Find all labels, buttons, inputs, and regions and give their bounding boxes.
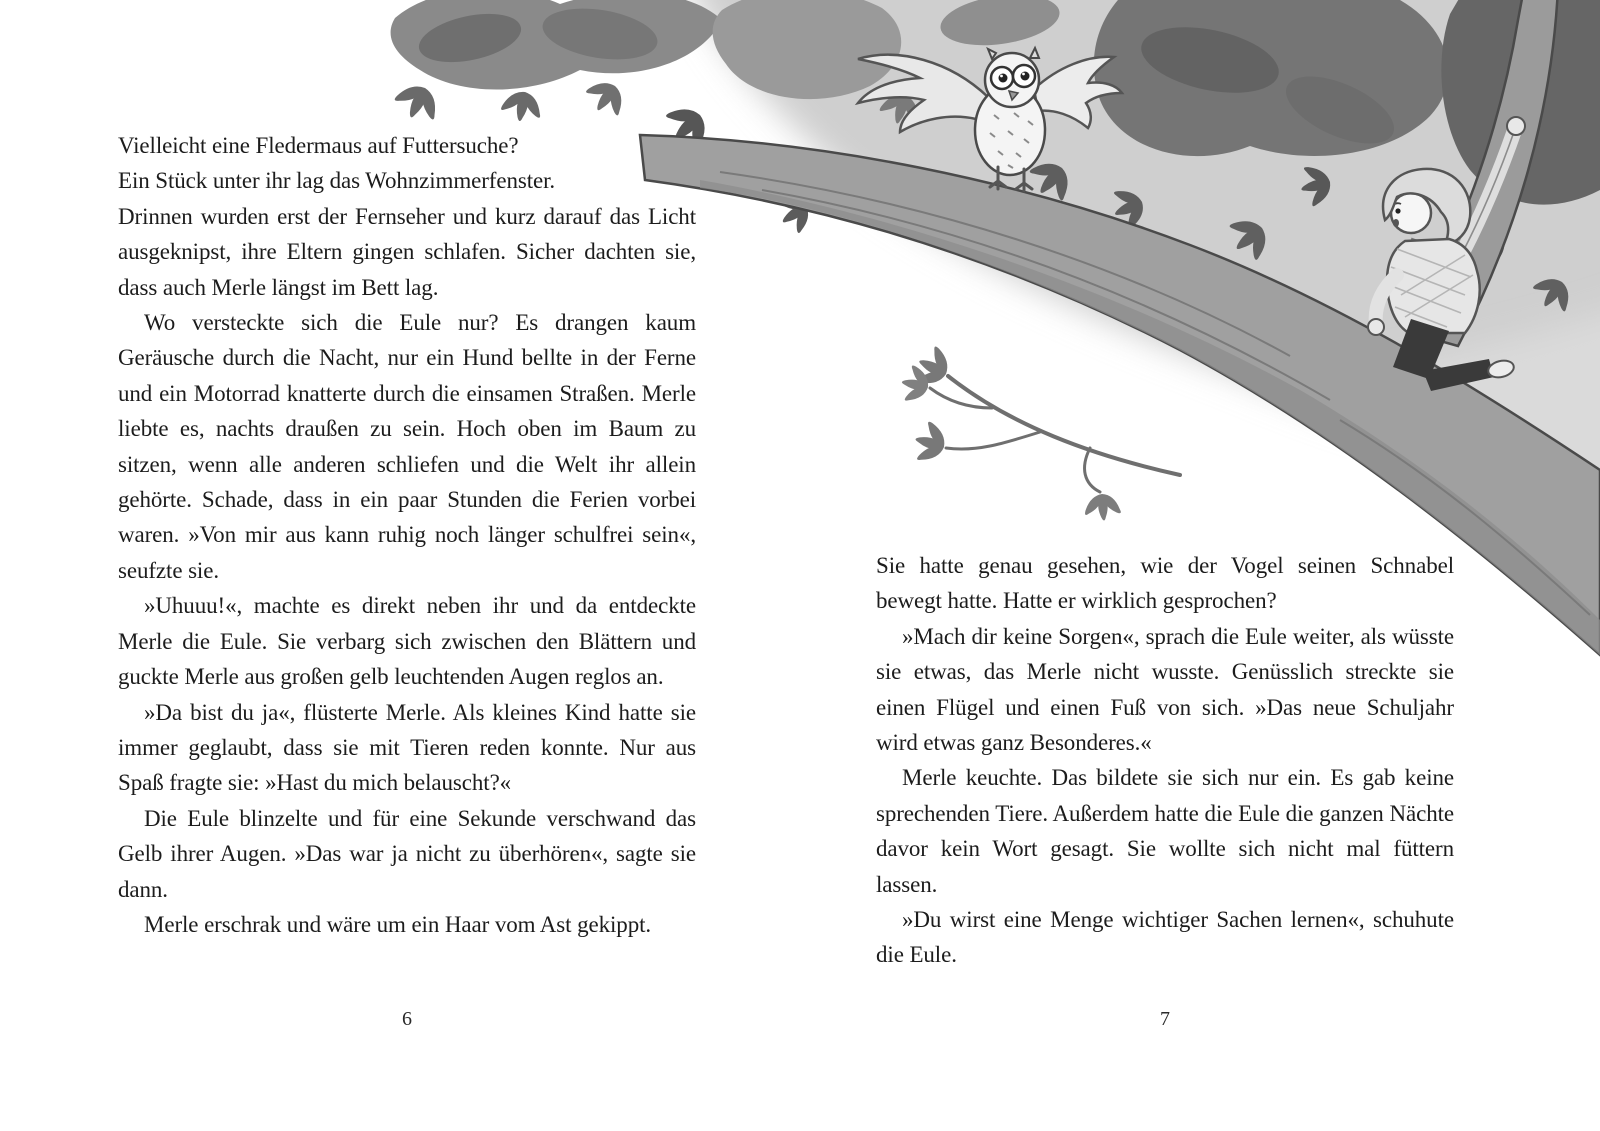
girl-mouth (1393, 219, 1399, 227)
girl-sweater (1387, 239, 1480, 333)
paragraph: Vielleicht eine Fledermaus auf Futtersuche? (118, 133, 519, 158)
paragraph: Sie hatte genau gesehen, wie der Vogel seinen Schnabel bewegt hatte. Hatte er wirklich gesprochen? (876, 553, 1454, 614)
girl-forward-hand (1368, 319, 1384, 335)
paragraph: »Uhuuu!«, machte es direkt neben ihr und da entdeckte Merle die Eule. Sie verbarg sich zwischen den Blättern und guckte Merle aus großen gelb leuchtenden Augen reglos an. (118, 593, 696, 690)
paragraph: Wo versteckte sich die Eule nur? Es drangen kaum Geräusche durch die Nacht, nur ein Hund bellte in der Ferne und ein Motorrad knatterte durch die einsamen Straßen. Merle liebte es, nachts draußen zu sein. Hoch oben im Baum zu sitzen, wenn alle anderen schliefen und die Welt ihr allein gehörte. Schade, dass in ein paar Stunden die Ferien vorbei waren. »Von mir aus kann ruhig noch länger schulfrei sein«, seufzte sie. (118, 310, 696, 583)
page-number-left: 6 (402, 1008, 412, 1030)
twig-with-leaves (900, 340, 1180, 525)
paragraph: »Du wirst eine Menge wichtiger Sachen lernen«, schuhute die Eule. (876, 907, 1454, 968)
page-number-right: 7 (1160, 1008, 1170, 1030)
paragraph: Drinnen wurden erst der Fernseher und kurz darauf das Licht ausgeknipst, ihre Eltern gingen schlafen. Sicher dachten sie, dass auch Merle längst im Bett lag. (118, 203, 696, 300)
paragraph: Merle erschrak und wäre um ein Haar vom Ast gekippt. (144, 911, 652, 937)
paragraph: Ein Stück unter ihr lag das Wohnzimmerfenster. (118, 168, 556, 194)
girl-hand (1507, 117, 1525, 135)
paragraph: »Da bist du ja«, flüsterte Merle. Als kleines Kind hatte sie immer geglaubt, dass sie mit Tieren reden konnte. Nur aus Spaß fragte sie: »Hast du mich belauscht?« (118, 699, 696, 796)
paragraph: »Mach dir keine Sorgen«, sprach die Eule weiter, als wüsste sie etwas, das Merle nicht wusste. Genüsslich streckte sie einen Flügel und einen Fuß von sich. »Das neue Schuljahr wird etwas ganz Besonderes.« (876, 623, 1454, 756)
paragraph: Die Eule blinzelte und für eine Sekunde verschwand das Gelb ihrer Augen. »Das war ja nicht zu überhören«, sagte sie dann. (118, 805, 696, 902)
page-right-text (876, 548, 1454, 973)
paragraph: Merle keuchte. Das bildete sie sich nur ein. Es gab keine sprechenden Tiere. Außerdem hatte die Eule die ganzen Nächte davor kein Wort gesagt. Sie wollte sich nicht mal füttern lassen. (876, 765, 1454, 897)
page-left-text (118, 128, 696, 942)
